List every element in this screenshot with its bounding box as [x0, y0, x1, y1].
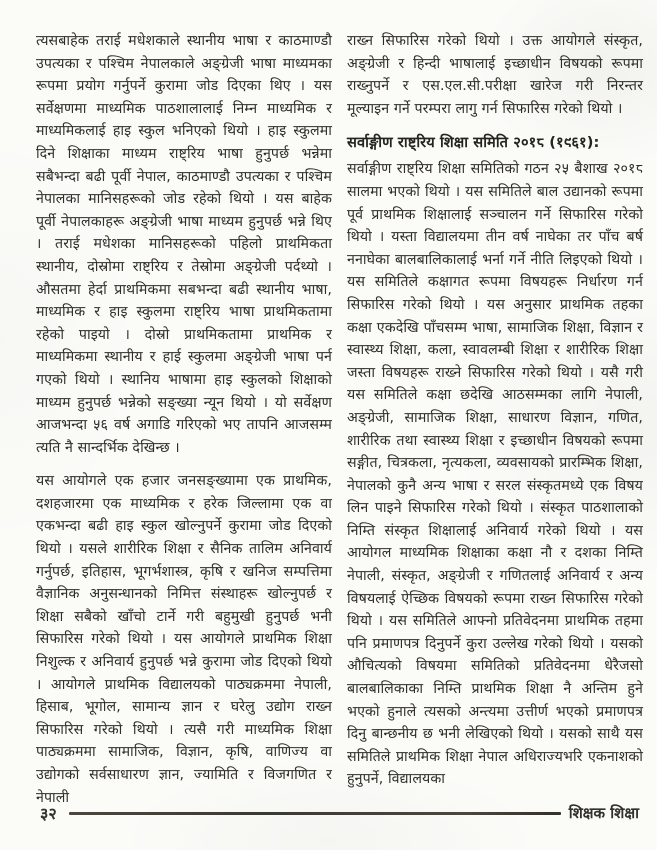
paragraph-commission-recommendations: यस आयोगले एक हजार जनसङ्ख्यामा एक प्राथमिक, दशहजारमा एक माध्यमिक र हरेक जिल्लामा एक वा एकभन्दा बढी हाइ स्कुल खोल्नुपर्ने कुरामा जोड दिएको थियो । यसले शारीरिक शिक्षा र सैनिक तालिम अनिवार्य गर्नुपर्छ, इतिहास, भूगर्भशास्त्र, कृषि र खनिज सम्पत्तिमा वैज्ञानिक अनुसन्धानको निमित्त संस्थाहरू खोल्नुपर्छ र शिक्षा सबैको खाँचो टार्ने गरी बहुमुखी हुनुपर्छ भनी सिफारिस गरेको थियो । यस आयोगले प्राथमिक शिक्षा निशुल्क र अनिवार्य हुनुपर्छ भन्ने कुरामा जोड दिएको थियो । आयोगले प्राथमिक विद्यालयको पाठ्यक्रममा नेपाली, हिसाब, भूगोल, सामान्य ज्ञान र घरेलु उद्योग राख्न सिफारिस गरेको थियो । त्यसै गरी माध्यमिक शिक्षा पाठ्यक्रममा सामाजिक, विज्ञान, कृषि, वाणिज्य वा उद्योगको सर्वसाधारण ज्ञान, ज्यामिति र विजगणित र नेपाली — [36, 473, 332, 806]
paragraph-committee-details: सर्वाङ्गीण राष्ट्रिय शिक्षा समितिको गठन २५ बैशाख २०१८ सालमा भएको थियो । यस समितिले बाल उद्यानको रूपमा पूर्व प्राथमिक शिक्षालाई सञ्चालन गर्ने सिफारिस गरेको थियो । यस्ता विद्यालयमा तीन वर्ष नाघेका तर पाँच बर्ष ननाघेका बालबालिकालाई भर्ना गर्ने नीति लिइएको थियो । यस समितिले कक्षागत रूपमा विषयहरू निर्धारण गर्न सिफारिस गरेको थियो । यस अनुसार प्राथमिक तहका कक्षा एकदेखि पाँचसम्म भाषा, सामाजिक शिक्षा, विज्ञान र स्वास्थ्य शिक्षा, कला, स्वावलम्बी शिक्षा र शारीरिक शिक्षा जस्ता विषयहरू राख्ने सिफारिस गरेको थियो । यसै गरी यस समितिले कक्षा छदेखि आठसम्मका लागि नेपाली, अङ्ग्रेजी, सामाजिक शिक्षा, साधारण विज्ञान, गणित, शारीरिक तथा स्वास्थ्य शिक्षा र इच्छाधीन विषयको रूपमा सङ्गीत, चित्रकला, नृत्यकला, व्यवसायको प्रारम्भिक शिक्षा, नेपालको कुनै अन्य भाषा र सरल संस्कृतमध्ये एक विषय लिन पाइने सिफारिस गरेको थियो । संस्कृत पाठशालाको निम्ति संस्कृत शिक्षालाई अनिवार्य गरेको थियो । यस आयोगल माध्यमिक शिक्षाका कक्षा नौ र दशका निम्ति नेपाली, संस्कृत, अङ्ग्रेजी र गणितलाई अनिवार्य र अन्य विषयलाई ऐच्छिक विषयको रूपमा राख्न सिफारिस गरेको थियो । यस समितिले आफ्नो प्रतिवेदनमा प्राथमिक तहमा पनि प्रमाणपत्र दिनुपर्ने कुरा उल्लेख गरेको थियो । यसको औचित्यको विषयमा समितिको प्रतिवेदनमा धेरैजसो बालबालिकाका निम्ति प्राथमिक शिक्षा नै अन्तिम हुने भएको हुनाले त्यसको अन्त्यमा उत्तीर्ण भएको प्रमाणपत्र दिनु बान्छनीय छ भनी लेखिएको थियो । यसको साथै यस समितिले प्राथमिक शिक्षा नेपाल अधिराज्यभरि एकनाशको हुनुपर्ने, विद्यालयका — [347, 161, 643, 788]
text-columns — [36, 30, 643, 809]
right-column — [347, 30, 643, 809]
page-footer — [40, 802, 639, 824]
page-number: ३२ — [40, 804, 57, 823]
paragraph-continuation: राख्न सिफारिस गरेको थियो । उक्त आयोगले संस्कृत, अङ्ग्रेजी र हिन्दी भाषालाई इच्छाधीन विषयको रूपमा राख्नुपर्ने र एस.एल.सी.परीक्षा खारेज गरी निरन्तर मूल्याइन गर्ने परम्परा लागु गर्न सिफारिस गरेको थियो । — [347, 33, 643, 117]
paragraph-survey-findings: त्यसबाहेक तराई मधेशकाले स्थानीय भाषा र काठमाण्डौ उपत्यका र पश्चिम नेपालकाले अङ्ग्रेजी भाषा माध्यमका रूपमा प्रयोग गर्नुपर्ने कुरामा जोड दिएका थिए । यस सर्वेक्षणमा माध्यमिक पाठशालालाई निम्न माध्यमिक र माध्यमिकलाई हाइ स्कुल भनिएको थियो । हाइ स्कुलमा दिने शिक्षाका माध्यम राष्ट्रिय भाषा हुनुपर्छ भन्नेमा सबैभन्दा बढी पूर्वी नेपाल, काठमाण्डौ उपत्यका र पश्चिम नेपालका मानिसहरूको जोड रहेको थियो । यस बाहेक पूर्वी नेपालकाहरू अङ्ग्रेजी भाषा माध्यम हुनुपर्छ भन्ने थिए । तराई मधेशका मानिसहरूको पहिलो प्राथमिकता स्थानीय, दोस्रोमा राष्ट्रिय र तेस्रोमा अङ्ग्रेजी पर्दथ्यो । औसतमा हेर्दा प्राथमिकमा सबभन्दा बढी स्थानीय भाषा, माध्यमिक र हाइ स्कुलमा राष्ट्रिय भाषा प्राथमिकतामा रहेको पाइयो । दोस्रो प्राथमिकतामा प्राथमिक र माध्यमिकमा स्थानीय र हाई स्कुलमा अङ्ग्रेजी भाषा पर्न गएको थियो । स्थानिय भाषामा हाइ स्कुलको शिक्षाको माध्यम हुनुपर्छ भन्नेको सङ्ख्या न्यून थियो । यो सर्वेक्षण आजभन्दा ५६ वर्ष अगाडि गरिएको भए तापनि आजसम्म त्यति नै सान्दर्भिक देखिन्छ । — [36, 33, 332, 456]
left-column — [36, 30, 332, 809]
section-heading-education-committee-2018: सर्वाङ्गीण राष्ट्रिय शिक्षा समिति २०१८ (१९६१): — [347, 134, 600, 152]
journal-title: शिक्षक शिक्षा — [568, 804, 639, 822]
footer-rule — [69, 812, 561, 815]
